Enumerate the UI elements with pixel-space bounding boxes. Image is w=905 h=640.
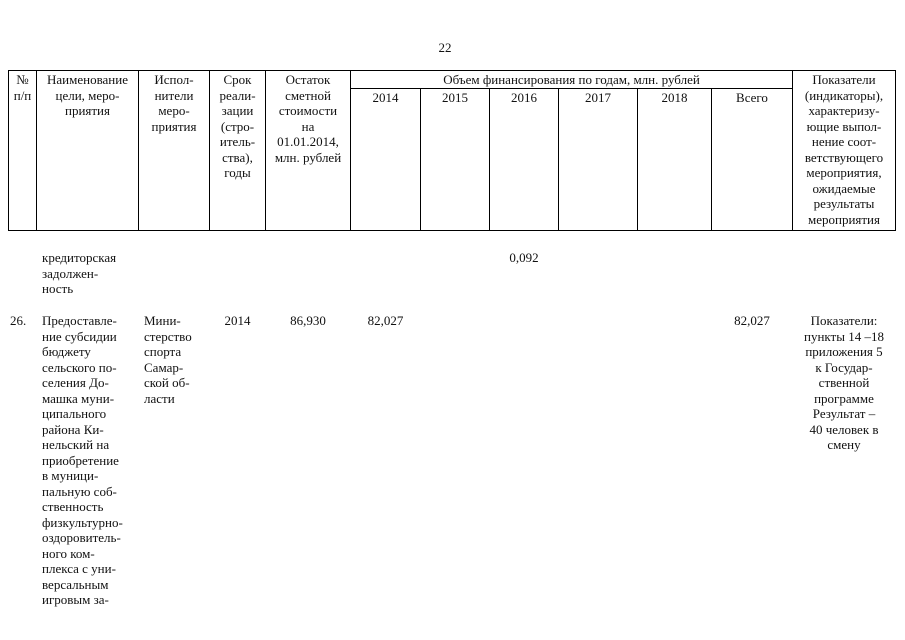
header-funding-title: Объем финансирования по годам, млн. рублей [443,72,700,87]
row-26-term: 2014 [224,313,251,328]
page-number: 22 [438,40,452,55]
header-indicators: Показатели (индикаторы), характеризу- ющие выпол- нение соот- ветствующего мероприятия, ожидаемые результаты мероприятия [804,72,884,227]
header-term: Срок реали- зации (стро- итель- ства), годы [219,72,256,180]
row-26-name: Предоставле- ние субсидии бюджету сельского по- селения До- машка муни- ципального района Ки- нельский на приобретение в муници- пальную соб- ственность физкультурно- оздоровитель- ного ком- плекса с уни- версальным игровым за- [42,313,123,607]
header-num: № п/п [13,72,32,103]
header-year-2017: 2017 [585,90,611,105]
header-year-2015: 2015 [442,90,468,105]
header-year-2018: 2018 [661,90,688,105]
row-26-remaining-cost: 86,930 [290,313,326,328]
row-26-value-2014: 82,027 [367,313,404,328]
header-name: Наименование цели, меро- приятия [47,72,128,118]
row-26-total: 82,027 [734,313,770,328]
header-total: Всего [736,90,768,105]
row-26-executor: Мини- стерство спорта Самар- ской об- ласти [144,313,192,406]
row-prev-name: кредиторская задолжен- ность [42,250,117,296]
header-year-2014: 2014 [372,90,399,105]
row-26-indicators: Показатели: пункты 14 –18 приложения 5 к Государ- ственной программе Результат – 40 человек в смену [804,313,884,452]
row-prev-value-2016: 0,092 [509,250,539,265]
row-26-number: 26. [10,313,27,328]
header-year-2016: 2016 [511,90,537,105]
header-remaining-cost: Остаток сметной стоимости на 01.01.2014, млн. рублей [274,72,342,165]
header-executors: Испол- нители меро- приятия [151,72,197,134]
